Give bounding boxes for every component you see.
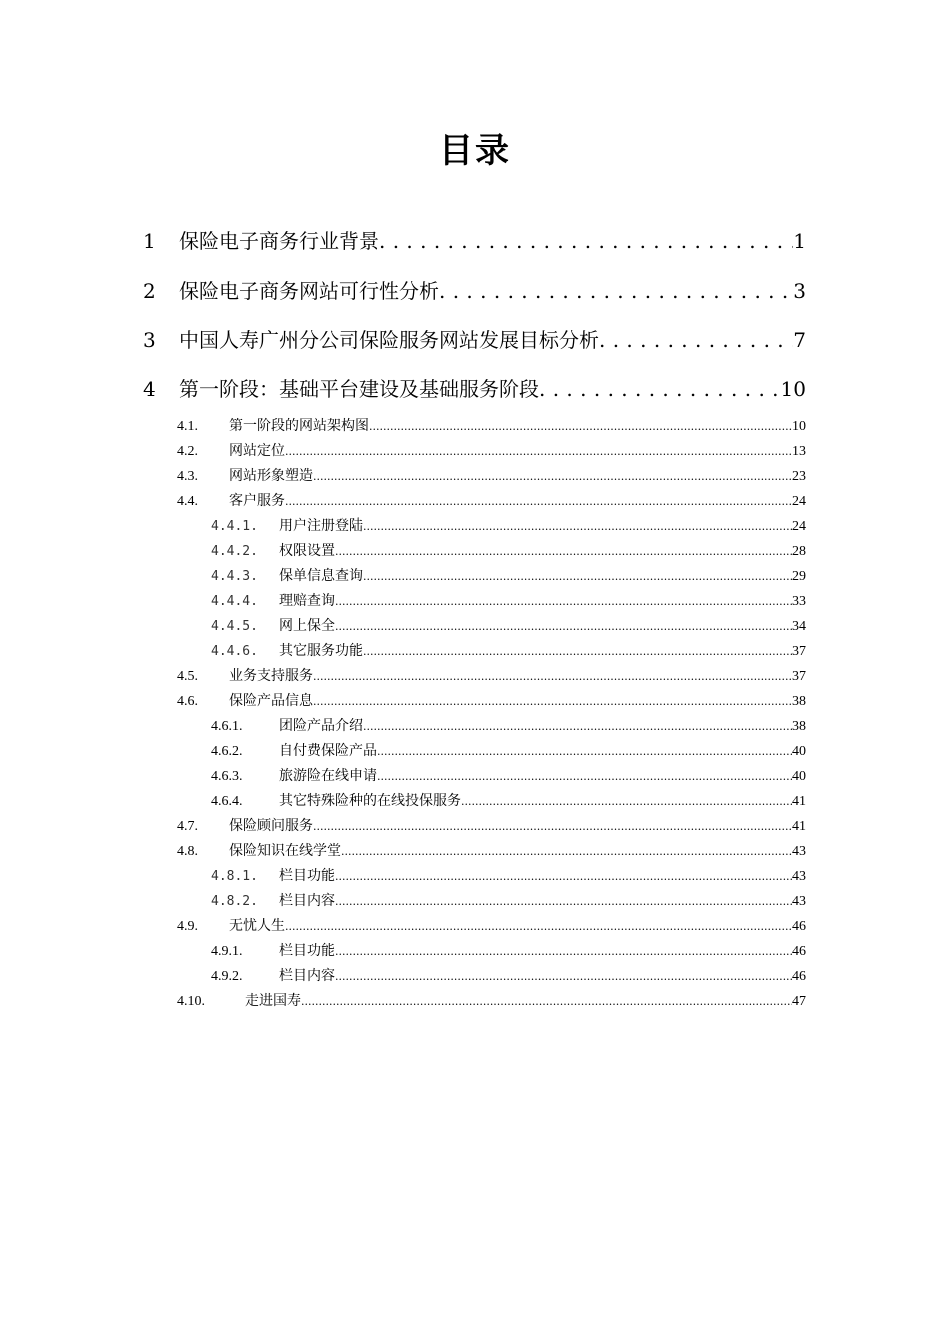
toc-entry-4-6-4[interactable] [211,790,806,812]
toc-entry-4-8[interactable] [177,840,806,862]
toc-entry-4-2[interactable] [177,440,806,462]
toc-page-number: 28 [792,544,806,559]
dot-leader [439,275,793,307]
dot-leader [363,640,792,662]
toc-label: 业务支持服务 [229,668,313,684]
dot-leader [335,540,792,562]
toc-label: 其它服务功能 [279,643,363,659]
toc-number: 4.9.1. [211,944,243,959]
dot-leader [313,815,792,837]
dot-leader [335,865,792,887]
toc-number: 4.10. [177,994,205,1009]
toc-page-number: 46 [792,919,806,934]
toc-page-number: 43 [792,844,806,859]
toc-entry-4-4[interactable] [177,490,806,512]
toc-label: 其它特殊险种的在线投保服务 [279,793,461,809]
dot-leader [379,225,793,257]
dot-leader [313,465,792,487]
toc-number: 2 [143,279,156,303]
toc-number: 4.8.1. [211,869,258,884]
toc-number: 4.4.3. [211,569,258,584]
toc-page-number: 23 [792,469,806,484]
toc-label: 保单信息查询 [279,568,363,584]
dot-leader [335,590,792,612]
toc-label: 栏目功能 [279,943,335,959]
dot-leader [313,665,792,687]
toc-page-number: 37 [792,669,806,684]
toc-page-number: 46 [792,969,806,984]
toc-page-number: 24 [792,519,806,534]
toc-page-number: 3 [793,279,806,303]
dot-leader [369,415,792,437]
toc-entry-4-4-2[interactable] [211,540,806,562]
toc-label: 自付费保险产品 [279,743,377,759]
toc-label: 栏目功能 [279,868,335,884]
toc-number: 4.6.1. [211,719,243,734]
toc-number: 4.9. [177,919,198,934]
toc-label: 保险知识在线学堂 [229,843,341,859]
toc-label: 网站定位 [229,443,285,459]
toc-label: 团险产品介绍 [279,718,363,734]
toc-number: 4.1. [177,419,198,434]
toc-entry-4-8-1[interactable] [211,865,806,887]
toc-label: 保险顾问服务 [229,818,313,834]
toc-label: 客户服务 [229,493,285,509]
toc-number: 3 [143,328,156,352]
dot-leader [335,615,792,637]
toc-label: 栏目内容 [279,968,335,984]
toc-entry-4-4-3[interactable] [211,565,806,587]
toc-page-number: 13 [792,444,806,459]
toc-entry-4-7[interactable] [177,815,806,837]
toc-entry-2[interactable] [143,275,806,307]
dot-leader [335,890,792,912]
toc-page-number: 40 [792,769,806,784]
toc-page-number: 43 [792,869,806,884]
toc-page-number: 41 [792,794,806,809]
toc-entry-4-10[interactable] [177,990,806,1012]
dot-leader [377,765,792,787]
dot-leader [341,840,792,862]
toc-entry-4-4-5[interactable] [211,615,806,637]
toc-label: 网站形象塑造 [229,468,313,484]
dot-leader [335,940,792,962]
dot-leader [285,915,792,937]
dot-leader [335,965,792,987]
toc-page-number: 29 [792,569,806,584]
toc-number: 4.5. [177,669,198,684]
toc-entry-1[interactable] [143,225,806,257]
toc-label: 用户注册登陆 [279,518,363,534]
toc-label: 权限设置 [279,543,335,559]
toc-number: 4.8.2. [211,894,258,909]
toc-page-number: 40 [792,744,806,759]
toc-number: 4.9.2. [211,969,243,984]
page-title: 目录 [439,131,511,171]
toc-entry-4-9-1[interactable] [211,940,806,962]
toc-entry-4[interactable] [143,373,806,405]
toc-number: 1 [143,229,156,253]
toc-page-number: 10 [792,419,806,434]
toc-number: 4.4.5. [211,619,258,634]
toc-entry-4-8-2[interactable] [211,890,806,912]
toc-page-number: 7 [793,328,806,352]
dot-leader [313,690,792,712]
toc-label: 栏目内容 [279,893,335,909]
toc-number: 4.6.3. [211,769,243,784]
toc-entry-4-9-2[interactable] [211,965,806,987]
toc-page-number: 38 [792,694,806,709]
toc-number: 4.4.2. [211,544,258,559]
toc-page-number: 37 [792,644,806,659]
toc-page-number: 46 [792,944,806,959]
toc-page-number: 24 [792,494,806,509]
toc-label: 第一阶段：基础平台建设及基础服务阶段 [179,377,539,401]
toc-entry-4-6-3[interactable] [211,765,806,787]
dot-leader [363,715,792,737]
toc-label: 理赔查询 [279,593,335,609]
dot-leader [285,440,792,462]
toc-entry-4-6[interactable] [177,690,806,712]
toc-label: 第一阶段的网站架构图 [229,418,369,434]
dot-leader [461,790,792,812]
dot-leader [377,740,792,762]
toc-page-number: 34 [792,619,806,634]
toc-number: 4.7. [177,819,198,834]
toc-entry-4-5[interactable] [177,665,806,687]
toc-number: 4.2. [177,444,198,459]
toc-number: 4.6.4. [211,794,243,809]
toc-label: 走进国寿 [245,993,301,1009]
toc-page-number: 10 [780,377,806,401]
toc-label: 中国人寿广州分公司保险服务网站发展目标分析 [179,328,599,352]
toc-label: 保险电子商务网站可行性分析 [179,279,439,303]
toc-page-number: 41 [792,819,806,834]
toc-entry-4-4-1[interactable] [211,515,806,537]
toc-page-number: 1 [793,229,806,253]
toc-entry-4-4-4[interactable] [211,590,806,612]
toc-label: 保险产品信息 [229,693,313,709]
dot-leader [301,990,792,1012]
toc-number: 4.6. [177,694,198,709]
toc-page-number: 38 [792,719,806,734]
dot-leader [599,324,793,356]
toc-page-number: 43 [792,894,806,909]
toc-label: 保险电子商务行业背景 [179,229,379,253]
toc-number: 4.6.2. [211,744,243,759]
toc-entry-3[interactable] [143,324,806,356]
toc-page-number: 47 [792,994,806,1009]
toc-label: 网上保全 [279,618,335,634]
toc-number: 4.8. [177,844,198,859]
dot-leader [363,565,792,587]
toc-entry-4-4-6[interactable] [211,640,806,662]
toc-label: 旅游险在线申请 [279,768,377,784]
toc-entry-4-3[interactable] [177,465,806,487]
dot-leader [539,373,781,405]
toc-page-number: 33 [792,594,806,609]
toc-label: 无忧人生 [229,918,285,934]
toc-entry-4-1[interactable] [177,415,806,437]
toc-number: 4.4.6. [211,644,258,659]
toc-number: 4.3. [177,469,198,484]
toc-entry-4-6-2[interactable] [211,740,806,762]
dot-leader [285,490,792,512]
toc-entry-4-9[interactable] [177,915,806,937]
toc-number: 4 [143,377,156,401]
toc-number: 4.4.1. [211,519,258,534]
toc-number: 4.4. [177,494,198,509]
dot-leader [363,515,792,537]
toc-entry-4-6-1[interactable] [211,715,806,737]
toc-number: 4.4.4. [211,594,258,609]
